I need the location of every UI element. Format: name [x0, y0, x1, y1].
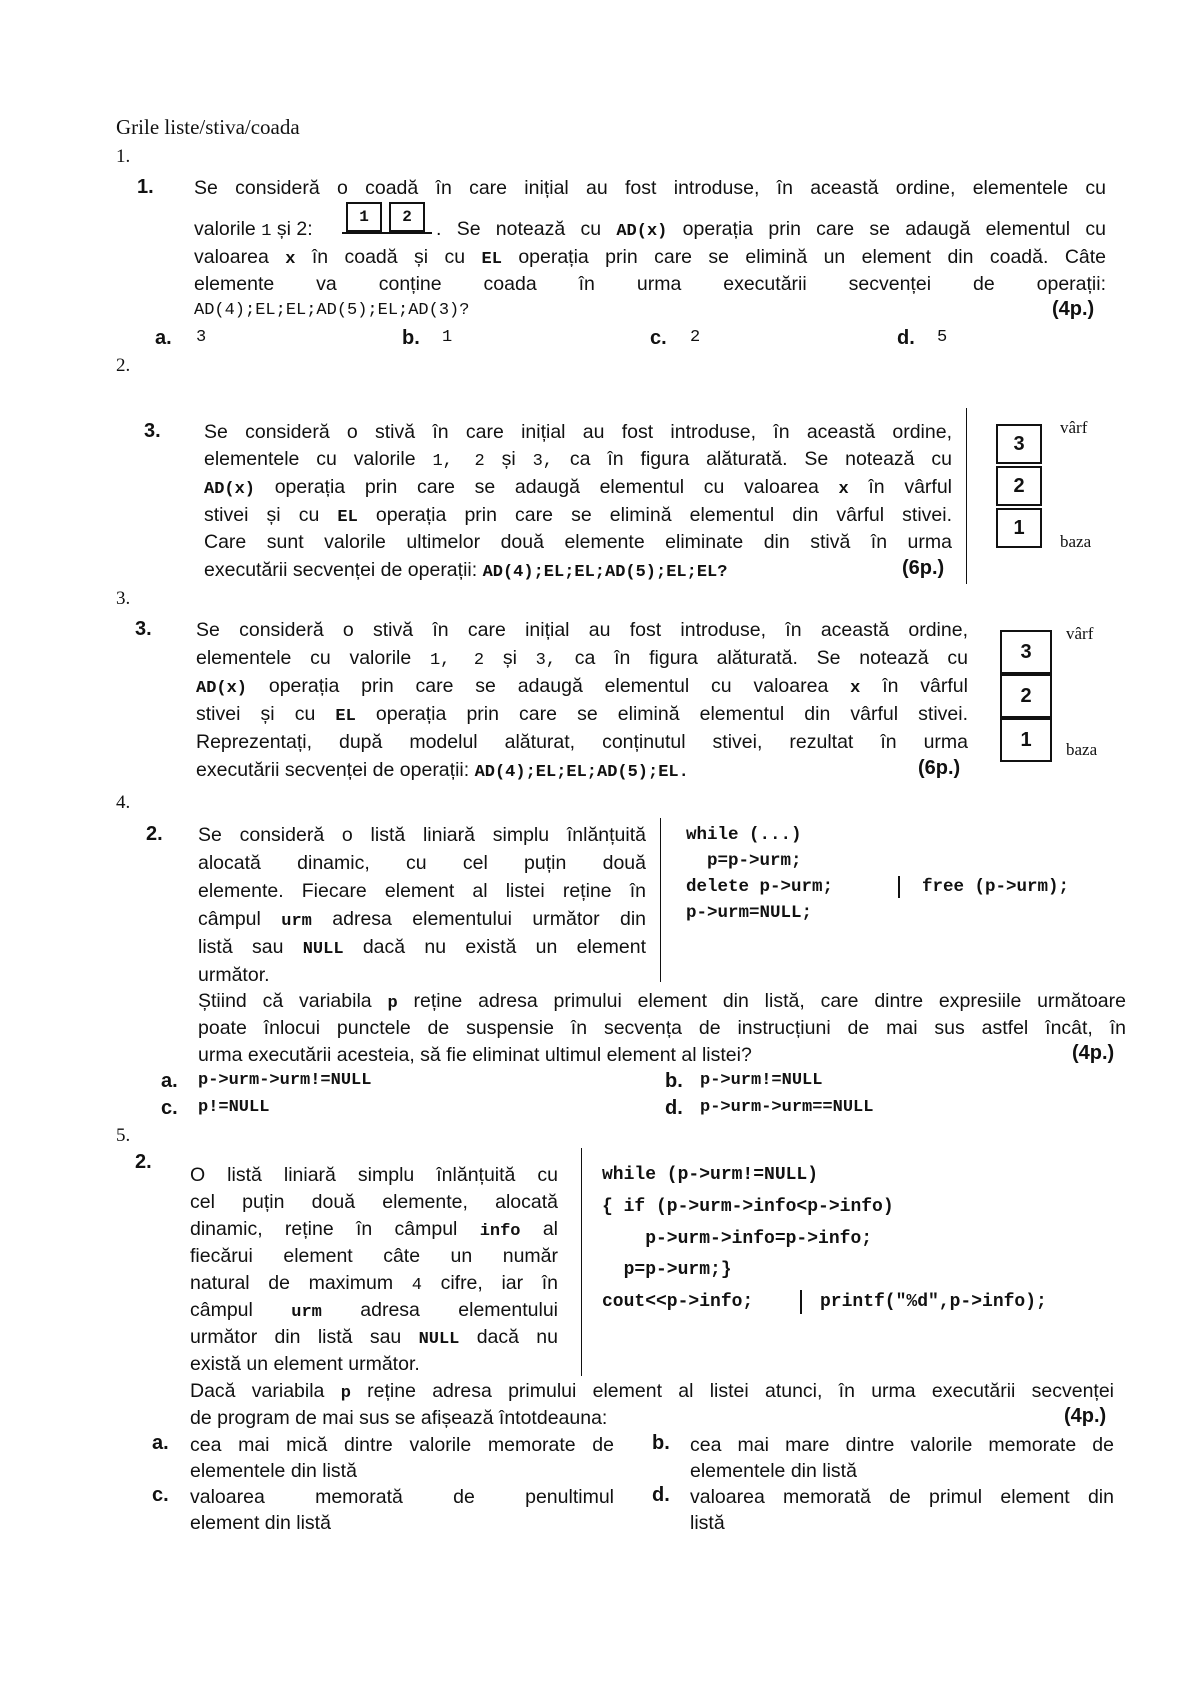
option-value-d: p->urm->urm==NULL: [700, 1098, 874, 1117]
stack-cell: 2: [996, 466, 1042, 506]
points: (6p.): [902, 557, 945, 579]
queue-box-1: 1: [346, 202, 382, 232]
section-number-3: 3.: [116, 588, 131, 609]
question-text-line: câmpul urm adresa elementului: [190, 1299, 558, 1322]
option-text-a: cea mai mică dintre valorile memorate de: [190, 1434, 614, 1456]
question-text-line: Știind că variabila p reține adresa primului element din listă, care dintre expresiile următoare: [198, 990, 1126, 1013]
question-number: 2.: [146, 823, 163, 845]
divider: [581, 1148, 582, 1376]
code-line: p=p->urm;}: [602, 1260, 732, 1280]
option-label-d: d.: [652, 1484, 670, 1506]
question-text-line: O listă liniară simplu înlănțuită cu: [190, 1164, 558, 1186]
question-text-line: valoarea x în coadă și cu EL operația prin care se elimină un element din coadă. Câte: [194, 246, 1107, 269]
question-text-line: poate înlocui punctele de suspensie în secvența de instrucțiuni de mai sus astfel încât, în: [198, 1017, 1126, 1039]
stack-top-label: vârf: [1066, 624, 1094, 643]
question-number: 1.: [137, 176, 154, 198]
stack-base-label: baza: [1066, 740, 1098, 759]
option-label-d: d.: [665, 1097, 683, 1119]
code-line: p->urm->info=p->info;: [602, 1229, 873, 1249]
option-value-a: p->urm->urm!=NULL: [198, 1071, 372, 1090]
option-value-b: p->urm!=NULL: [700, 1071, 823, 1090]
option-text-d: listă: [690, 1512, 725, 1534]
question-text-line: Care sunt valorile ultimelor două elemente eliminate din stivă în urma: [204, 531, 952, 553]
points: (4p.): [1064, 1405, 1107, 1427]
question-text-line: există un element următor.: [190, 1353, 420, 1375]
section-number-1: 1.: [116, 146, 131, 167]
option-label-b: b.: [402, 327, 420, 349]
question-text-line: AD(x) operația prin care se adaugă elementul cu valoarea x în vârful: [196, 675, 968, 698]
question-text-line: valorile 1 și 2:: [194, 218, 313, 241]
option-text-c: element din listă: [190, 1512, 331, 1534]
option-value-d: 5: [937, 328, 948, 347]
option-label-b: b.: [652, 1432, 670, 1454]
question-text-line: de program de mai sus se afișează întotdeauna:: [190, 1407, 608, 1429]
question-text-line: Reprezentați, după modelul alăturat, conținutul stivei, rezultat în urma: [196, 731, 968, 753]
option-text-c: valoarea memorată de penultimul: [190, 1486, 614, 1508]
option-label-c: c.: [161, 1097, 178, 1119]
question-text-line: Se consideră o listă liniară simplu înlănțuită: [198, 824, 646, 846]
option-value-c: 2: [690, 328, 701, 347]
divider: [660, 818, 661, 982]
queue-line: [342, 232, 432, 234]
option-value-c: p!=NULL: [198, 1098, 270, 1117]
question-text-line: cel puțin două elemente, alocată: [190, 1191, 558, 1213]
alternative-separator: [800, 1290, 802, 1314]
option-label-b: b.: [665, 1070, 683, 1092]
question-number: 3.: [144, 420, 161, 442]
question-text-line: elemente. Fiecare element al listei reține în: [198, 880, 646, 902]
option-text-b: elementele din listă: [690, 1460, 857, 1482]
question-text-line: Se consideră o stivă în care inițial au fost introduse, în această ordine,: [196, 619, 968, 641]
question-text-line: listă sau NULL dacă nu există un element: [198, 936, 646, 959]
option-text-d: valoarea memorată de primul element din: [690, 1486, 1114, 1508]
code-line: p=p->urm;: [686, 851, 802, 871]
option-value-a: 3: [196, 328, 207, 347]
question-number: 2.: [135, 1151, 152, 1173]
question-text-line: Se consideră o stivă în care inițial au fost introduse, în această ordine,: [204, 421, 952, 443]
stack-cell: 2: [1000, 674, 1052, 718]
question-text-line: executării secvenței de operații: AD(4);EL;EL;AD(5);EL;EL?: [204, 559, 728, 582]
option-label-c: c.: [152, 1484, 169, 1506]
code-line: p->urm=NULL;: [686, 903, 813, 923]
code-line: while (...): [686, 825, 802, 845]
alternative-separator: [898, 876, 900, 898]
option-text-a: elementele din listă: [190, 1460, 357, 1482]
divider: [966, 408, 967, 584]
question-text-line: următor.: [198, 964, 270, 986]
option-text-b: cea mai mare dintre valorile memorate de: [690, 1434, 1114, 1456]
question-text-line: câmpul urm adresa elementului următor din: [198, 908, 646, 931]
question-text-line: Se consideră o coadă în care inițial au fost introduse, în această ordine, elementele cu: [194, 177, 1106, 199]
code-line: while (p->urm!=NULL): [602, 1165, 819, 1185]
queue-box-2: 2: [389, 202, 425, 232]
question-text-line: AD(x) operația prin care se adaugă elementul cu valoarea x în vârful: [204, 476, 952, 499]
question-text-line: stivei și cu EL operația prin care se elimină elementul din vârful stivei.: [196, 703, 968, 726]
option-label-a: a.: [155, 327, 172, 349]
question-text-line: . Se notează cu AD(x) operația prin care se adaugă elementul cu: [436, 218, 1107, 241]
option-label-d: d.: [897, 327, 915, 349]
option-label-a: a.: [161, 1070, 178, 1092]
code-line: delete p->urm;: [686, 877, 834, 897]
points: (6p.): [918, 757, 961, 779]
section-number-5: 5.: [116, 1125, 131, 1146]
question-text-line: executării secvenței de operații: AD(4);EL;EL;AD(5);EL.: [196, 759, 689, 782]
question-text-line: urma executării acesteia, să fie eliminat ultimul element al listei?: [198, 1044, 752, 1066]
question-text-line: natural de maximum 4 cifre, iar în: [190, 1272, 559, 1295]
question-text-line: elementele cu valorile 1, 2 și 3, ca în figura alăturată. Se notează cu: [196, 647, 968, 670]
stack-cell: 1: [1000, 718, 1052, 762]
code-line: free (p->urm);: [922, 877, 1070, 897]
question-text-line: alocată dinamic, cu cel puțin două: [198, 852, 646, 874]
option-label-a: a.: [152, 1432, 169, 1454]
points: (4p.): [1072, 1042, 1115, 1064]
stack-cell: 1: [996, 508, 1042, 548]
page-title: Grile liste/stiva/coada: [116, 115, 300, 139]
stack-base-label: baza: [1060, 532, 1092, 551]
section-number-2: 2.: [116, 355, 131, 376]
points: (4p.): [1052, 298, 1095, 320]
question-text-line: fiecărui element câte un număr: [190, 1245, 558, 1267]
option-label-c: c.: [650, 327, 667, 349]
code-line: { if (p->urm->info<p->info): [602, 1197, 894, 1217]
question-number: 3.: [135, 618, 152, 640]
question-text-line: Dacă variabila p reține adresa primului element al listei atunci, în urma executării secvenței: [190, 1380, 1115, 1403]
question-text-line: următor din listă sau NULL dacă nu: [190, 1326, 558, 1349]
option-value-b: 1: [442, 328, 453, 347]
code-line: cout<<p->info;: [602, 1292, 754, 1312]
question-text-line: elementele cu valorile 1, 2 și 3, ca în figura alăturată. Se notează cu: [204, 448, 952, 471]
question-text-line: dinamic, reține în câmpul info al: [190, 1218, 558, 1241]
question-text-line: elemente va conține coada în urma executării secvenței de operații:: [194, 273, 1106, 295]
operation-sequence: AD(4);EL;EL;AD(5);EL;AD(3)?: [194, 301, 470, 320]
section-number-4: 4.: [116, 792, 131, 813]
stack-cell: 3: [996, 424, 1042, 464]
question-text-line: stivei și cu EL operația prin care se elimină elementul din vârful stivei.: [204, 504, 952, 527]
code-line: printf("%d",p->info);: [820, 1292, 1047, 1312]
stack-cell: 3: [1000, 630, 1052, 674]
stack-top-label: vârf: [1060, 418, 1088, 437]
